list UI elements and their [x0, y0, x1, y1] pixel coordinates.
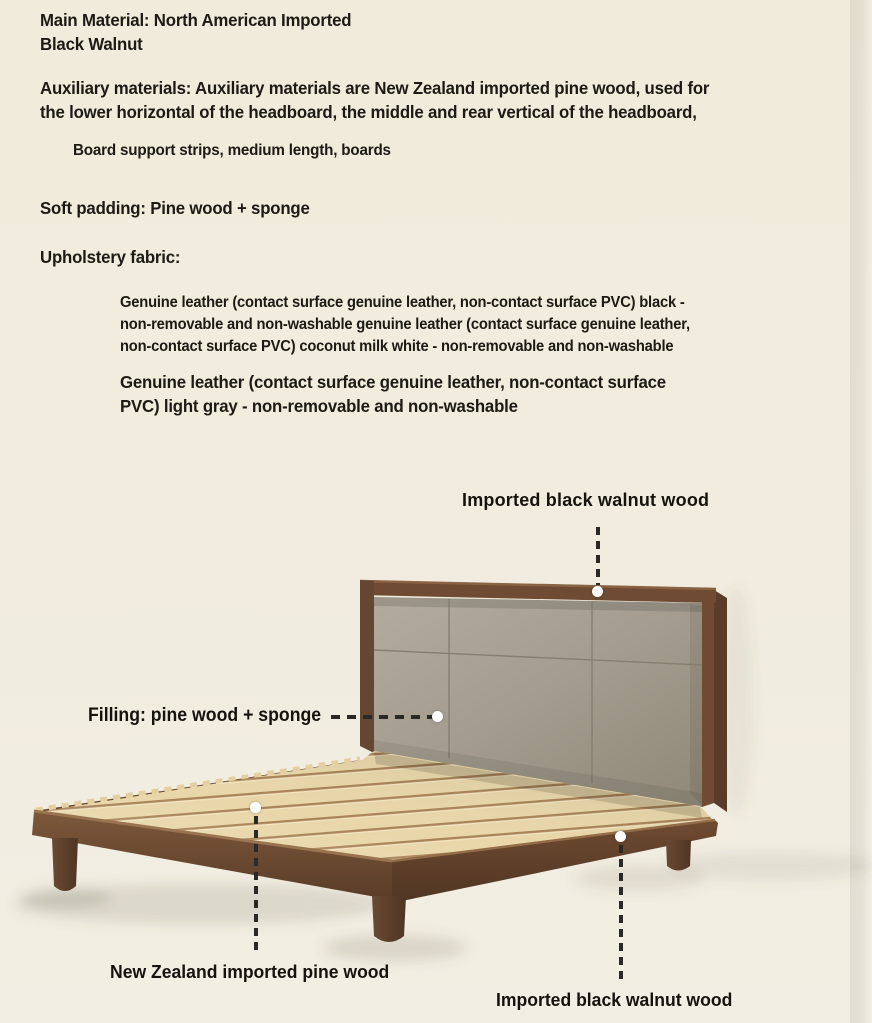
callout-dot	[250, 802, 261, 813]
spec-main-material	[40, 8, 351, 56]
spec-text-line: Genuine leather (contact surface genuine leather, non-contact surface PVC) black -	[120, 294, 685, 311]
callout-label-walnut-headboard: Imported black walnut wood	[462, 490, 710, 510]
callout-label-walnut-rail: Imported black walnut wood	[496, 989, 733, 1010]
image-right-edge	[850, 0, 872, 1023]
spec-board-support	[73, 140, 391, 162]
callout-dot	[592, 586, 603, 597]
callout-dash-line	[596, 527, 600, 585]
spec-soft-padding	[40, 196, 310, 220]
callout-label-filling: Filling: pine wood + sponge	[88, 705, 322, 726]
slat-ends	[36, 759, 360, 810]
spec-text-line: Black Walnut	[40, 34, 143, 54]
spec-text-line: Soft padding: Pine wood + sponge	[40, 198, 310, 218]
callout-dot	[432, 711, 443, 722]
left-leg	[52, 838, 78, 891]
rear-leg	[666, 840, 691, 871]
bed-legs	[52, 838, 691, 942]
spec-leather-light-gray	[120, 371, 666, 418]
spec-text-line: Genuine leather (contact surface genuine leather, non-contact surface	[120, 372, 666, 392]
spec-text-line: the lower horizontal of the headboard, the middle and rear vertical of the headboard,	[40, 102, 697, 122]
spec-text-line: Upholstery fabric:	[40, 247, 181, 267]
spec-auxiliary-materials	[40, 76, 709, 124]
floor-shadow	[15, 585, 872, 961]
spec-text-line: non-removable and non-washable genuine leather (contact surface genuine leather,	[120, 316, 690, 333]
front-leg	[372, 896, 406, 942]
slat-deck	[38, 751, 712, 862]
spec-text-line: Main Material: North American Imported	[40, 10, 352, 30]
spec-leather-black-white	[120, 292, 690, 358]
spec-upholstery-fabric	[40, 245, 180, 269]
callout-label-pine: New Zealand imported pine wood	[110, 961, 390, 982]
callout-dash-line	[254, 816, 258, 952]
spec-text-line: non-contact surface PVC) coconut milk white - non-removable and non-washable	[120, 338, 674, 355]
bed-platform	[32, 751, 718, 903]
spec-text-line: Board support strips, medium length, boards	[73, 142, 391, 159]
callout-dash-line	[619, 845, 623, 985]
leather-seams	[374, 599, 702, 783]
spec-text-line: PVC) light gray - non-removable and non-washable	[120, 395, 518, 416]
headboard-leather-panel	[374, 597, 702, 807]
spec-text-line: Auxiliary materials: Auxiliary materials are New Zealand imported pine wood, used for	[40, 78, 710, 98]
headboard	[360, 580, 727, 812]
callout-dash-line	[331, 715, 433, 719]
callout-dot	[615, 831, 626, 842]
